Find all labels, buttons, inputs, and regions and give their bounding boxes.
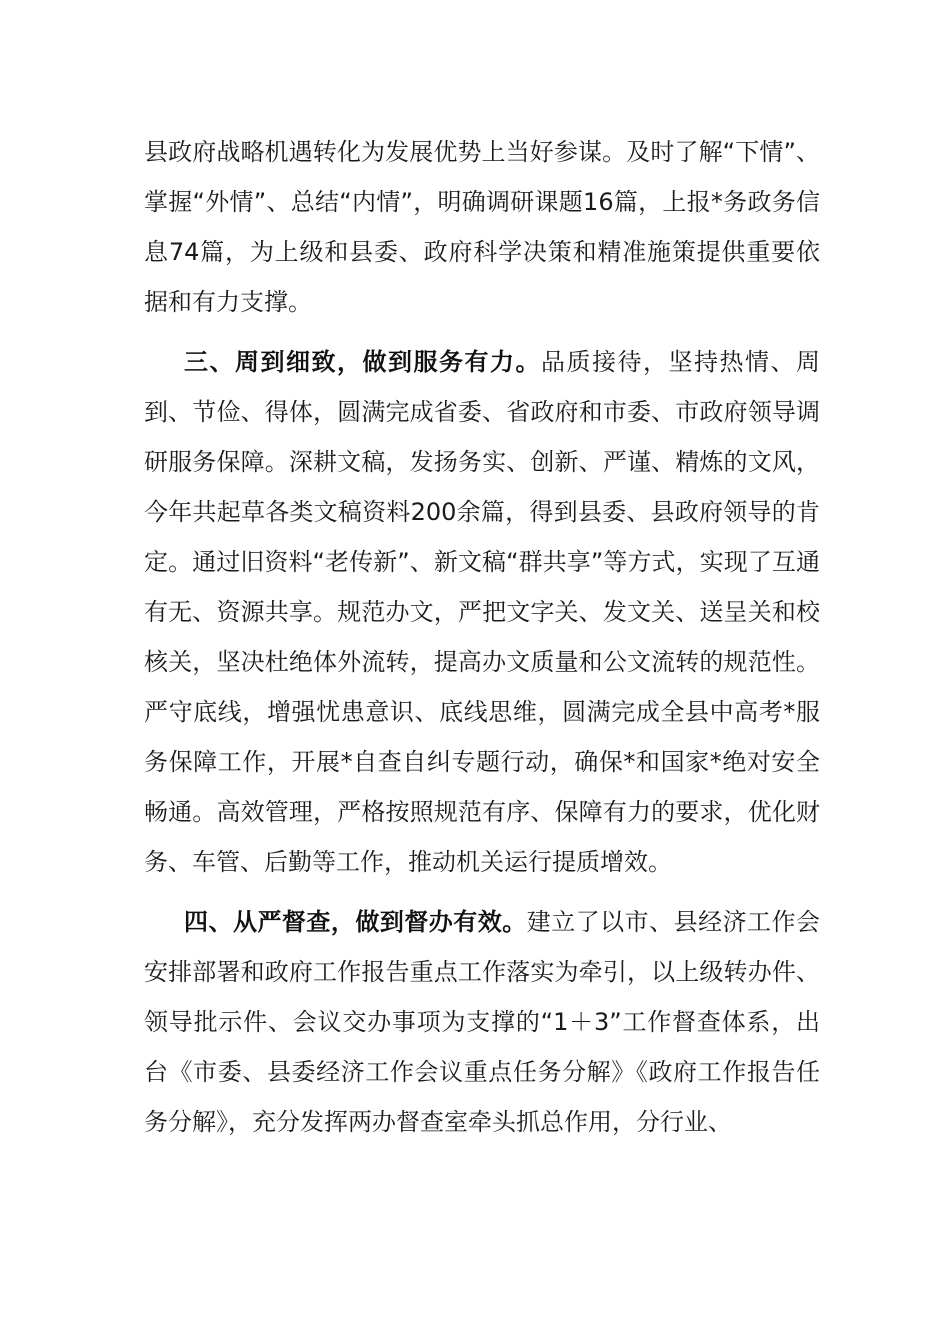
section-heading: 四、从严督查，做到督办有效。 bbox=[184, 908, 527, 936]
paragraph-text: 建立了以市、县经济工作会安排部署和政府工作报告重点工作落实为牵引，以上级转办件、领导批示件、会议交办事项为支撑的“1＋3”工作督查体系，出台《市委、县委经济工作会议重点任务分解》《政府工作报告任务分解》，充分发挥两办督查室牵头抓总作用，分行业、 bbox=[144, 908, 821, 1136]
section-heading: 三、周到细致，做到服务有力。 bbox=[184, 348, 541, 376]
paragraph-text: 县政府战略机遇转化为发展优势上当好参谋。及时了解“下情”、掌握“外情”、总结“内情”，明确调研课题16篇，上报*务政务信息74篇，为上级和县委、政府科学决策和精准施策提供重要依据和有力支撑。 bbox=[144, 138, 820, 316]
paragraph-section-four bbox=[144, 897, 820, 1147]
paragraph-continuation bbox=[144, 127, 820, 327]
paragraph-text: 品质接待，坚持热情、周到、节俭、得体，圆满完成省委、省政府和市委、市政府领导调研服务保障。深耕文稿，发扬务实、创新、严谨、精炼的文风，今年共起草各类文稿资料200余篇，得到县委、县政府领导的肯定。通过旧资料“老传新”、新文稿“群共享”等方式，实现了互通有无、资源共享。规范办文，严把文字关、发文关、送呈关和校核关，坚决杜绝体外流转，提高办文质量和公文流转的规范性。严守底线，增强忧患意识、底线思维，圆满完成全县中高考*服务保障工作，开展*自查自纠专题行动，确保*和国家*绝对安全畅通。高效管理，严格按照规范有序、保障有力的要求，优化财务、车管、后勤等工作，推动机关运行提质增效。 bbox=[144, 348, 820, 876]
paragraph-section-three bbox=[144, 337, 820, 887]
document-body bbox=[144, 127, 820, 1157]
